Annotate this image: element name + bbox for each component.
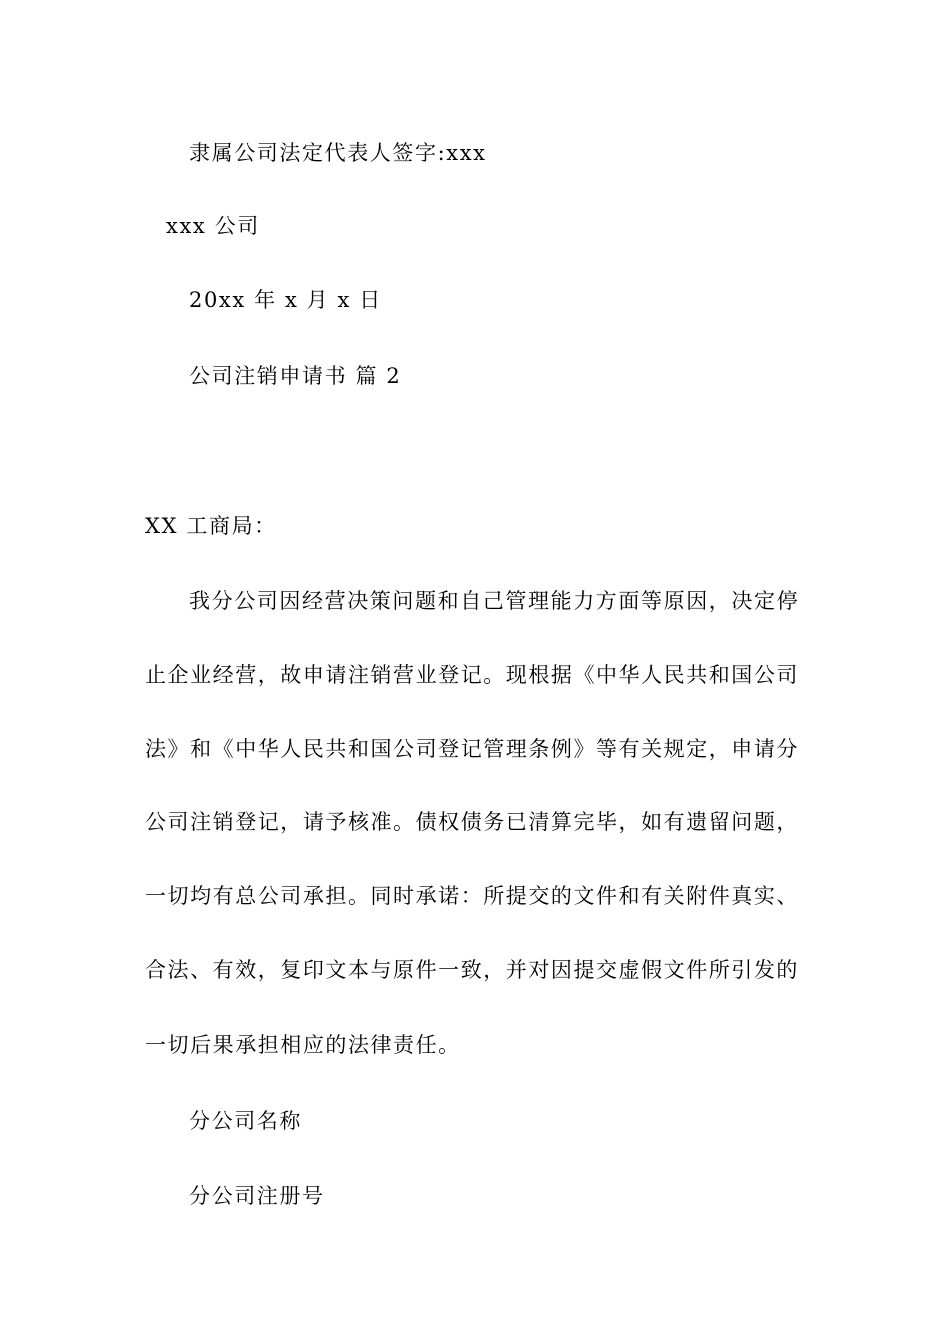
paragraph-line: 公司注销登记，请予核准。债权债务已清算完毕，如有遗留问题， — [145, 810, 799, 834]
date-line: 20xx 年 x 月 x 日 — [189, 288, 382, 312]
paragraph-line: 一切后果承担相应的法律责任。 — [145, 1033, 461, 1057]
section-title: 公司注销申请书 篇 2 — [189, 364, 402, 388]
signature-line: 隶属公司法定代表人签字:xxx — [189, 141, 487, 165]
field-branch-reg-no: 分公司注册号 — [189, 1184, 325, 1208]
field-branch-name: 分公司名称 — [189, 1109, 302, 1133]
addressee: XX 工商局： — [145, 514, 277, 538]
paragraph-line: 法》和《中华人民共和国公司登记管理条例》等有关规定，申请分 — [145, 737, 799, 761]
paragraph-line: 一切均有总公司承担。同时承诺：所提交的文件和有关附件真实、 — [145, 884, 799, 908]
paragraph-line: 我分公司因经营决策问题和自己管理能力方面等原因，决定停 — [189, 589, 800, 613]
paragraph-line: 止企业经营，故申请注销营业登记。现根据《中华人民共和国公司 — [145, 663, 799, 687]
company-name: xxx 公司 — [166, 214, 260, 238]
paragraph-line: 合法、有效，复印文本与原件一致，并对因提交虚假文件所引发的 — [145, 958, 799, 982]
